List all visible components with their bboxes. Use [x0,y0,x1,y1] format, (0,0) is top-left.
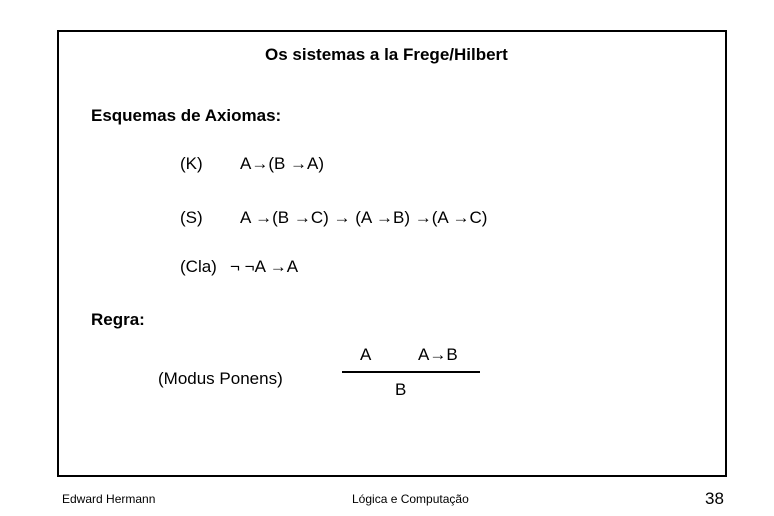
rule-premise-2: A→B [418,345,458,364]
axiom-s-formula: A →(B →C) → (A →B) →(A →C) [240,208,488,227]
slide-title: Os sistemas a la Frege/Hilbert [265,45,508,64]
axiom-k-formula: A→(B →A) [240,154,325,173]
axiom-s-label: (S) [180,208,203,227]
page-number: 38 [705,489,724,508]
axiom-k-label: (K) [180,154,203,173]
axioms-heading: Esquemas de Axiomas: [91,106,282,125]
axiom-cla-formula: ¬ ¬A →A [230,257,299,276]
slide-frame [57,30,727,477]
axiom-cla-label: (Cla) [180,257,217,276]
inference-line [342,371,480,373]
footer-author: Edward Hermann [62,492,156,506]
rule-conclusion: B [395,380,407,399]
rule-premise-1: A [360,345,372,364]
rule-heading: Regra: [91,310,145,329]
rule-name: (Modus Ponens) [158,369,283,388]
footer-course: Lógica e Computação [352,492,469,506]
